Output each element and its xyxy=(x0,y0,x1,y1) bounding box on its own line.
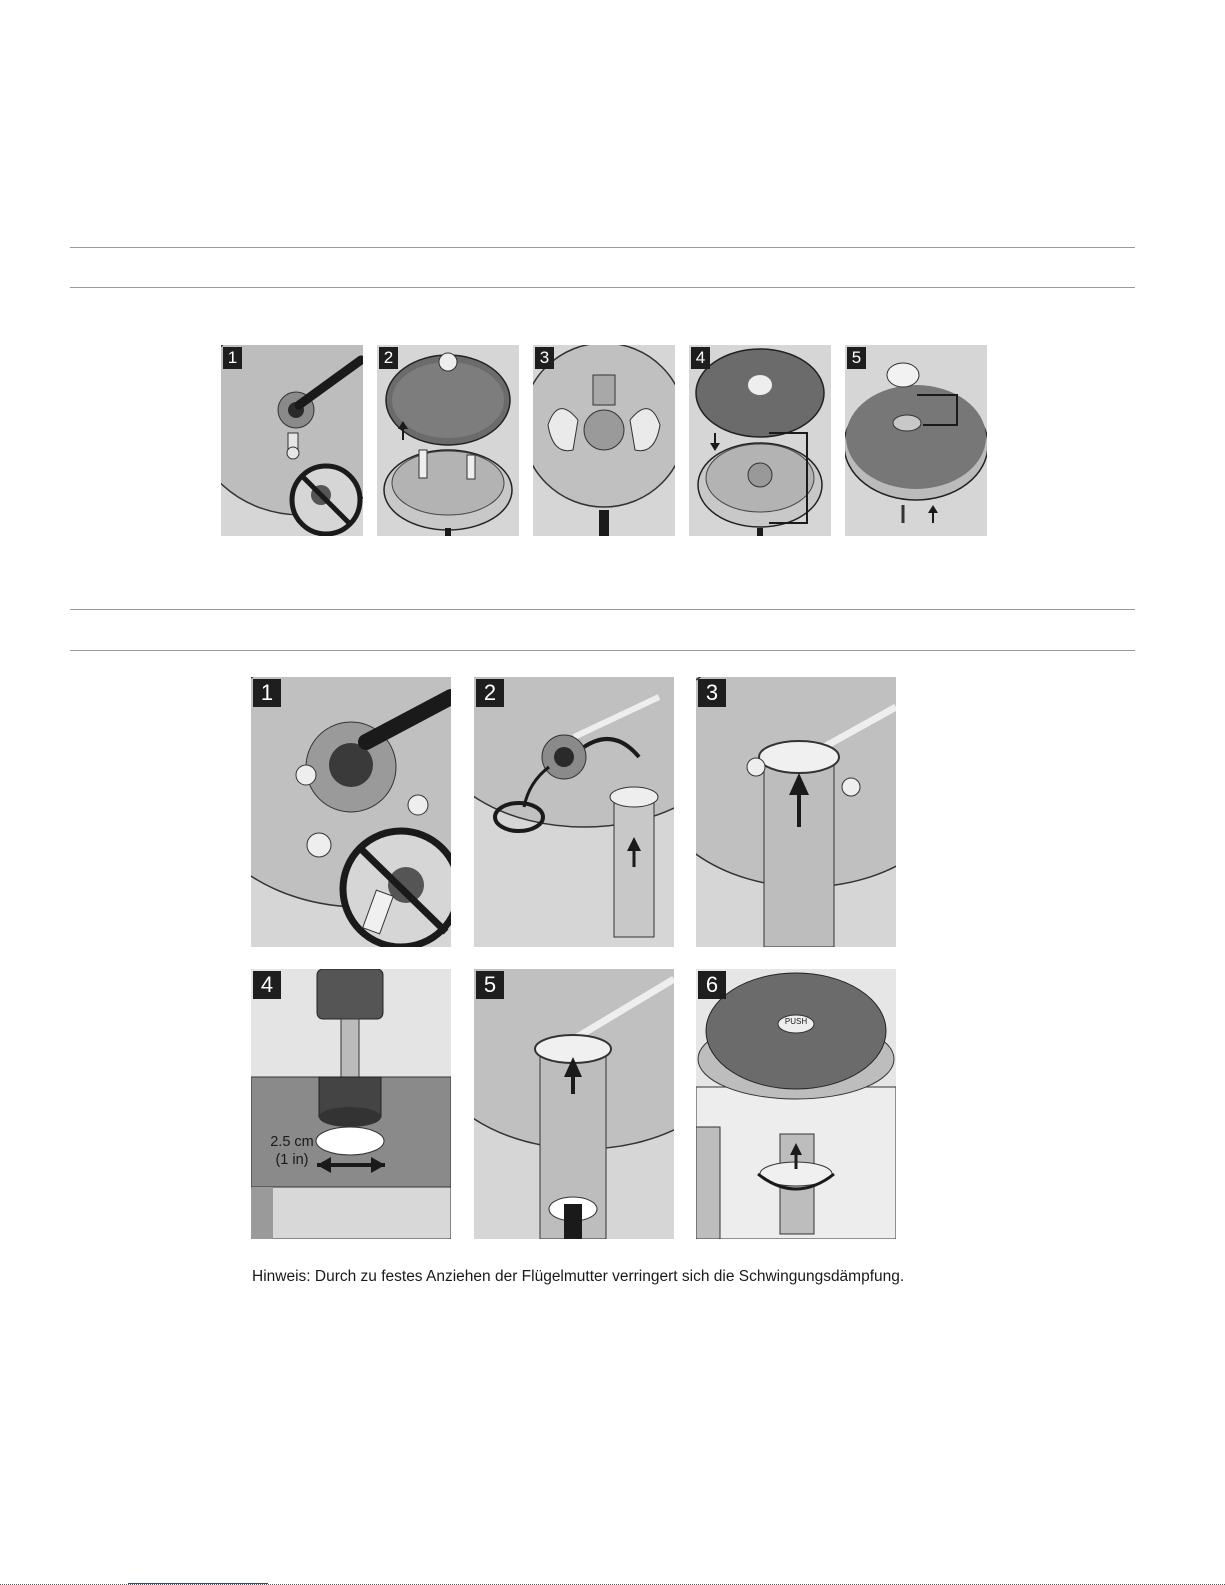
step-number: 3 xyxy=(698,679,726,707)
step-number: 2 xyxy=(379,347,398,369)
step-number: 4 xyxy=(691,347,710,369)
section-a-top-rule xyxy=(70,247,1135,248)
section-b-step-2-illustration xyxy=(474,677,674,947)
step-number: 2 xyxy=(476,679,504,707)
step-number: 1 xyxy=(223,347,242,369)
step-number: 6 xyxy=(698,971,726,999)
step-number: 3 xyxy=(535,347,554,369)
hole-diameter-imperial: (1 in) xyxy=(275,1152,309,1168)
section-b-step-5-illustration xyxy=(474,969,674,1239)
section-a-step-4-illustration xyxy=(689,345,831,536)
section-a-step-5-illustration xyxy=(845,345,987,536)
step-number: 5 xyxy=(476,971,504,999)
tightening-note: Hinweis: Durch zu festes Anziehen der Flügelmutter verringert sich die Schwingungsdämpfung. xyxy=(252,1268,905,1285)
step-number: 1 xyxy=(253,679,281,707)
page-bottom-link-underline xyxy=(128,1582,268,1584)
section-b-step-6-illustration xyxy=(696,969,896,1239)
section-b-step-3-illustration xyxy=(696,677,896,947)
section-a-step-3-illustration xyxy=(533,345,675,536)
hole-diameter-metric: 2.5 cm xyxy=(270,1134,314,1150)
step-number: 5 xyxy=(847,347,866,369)
section-a-bottom-rule xyxy=(70,287,1135,288)
section-a-step-2-illustration xyxy=(377,345,519,536)
section-b-bottom-rule xyxy=(70,650,1135,651)
section-b-step-4-illustration xyxy=(251,969,451,1239)
hole-diameter-label xyxy=(257,1133,327,1169)
section-b-top-rule xyxy=(70,609,1135,610)
push-button-label: PUSH xyxy=(784,1017,808,1026)
section-a-step-1-illustration xyxy=(221,345,363,536)
step-number: 4 xyxy=(253,971,281,999)
section-b-step-1-illustration xyxy=(251,677,451,947)
